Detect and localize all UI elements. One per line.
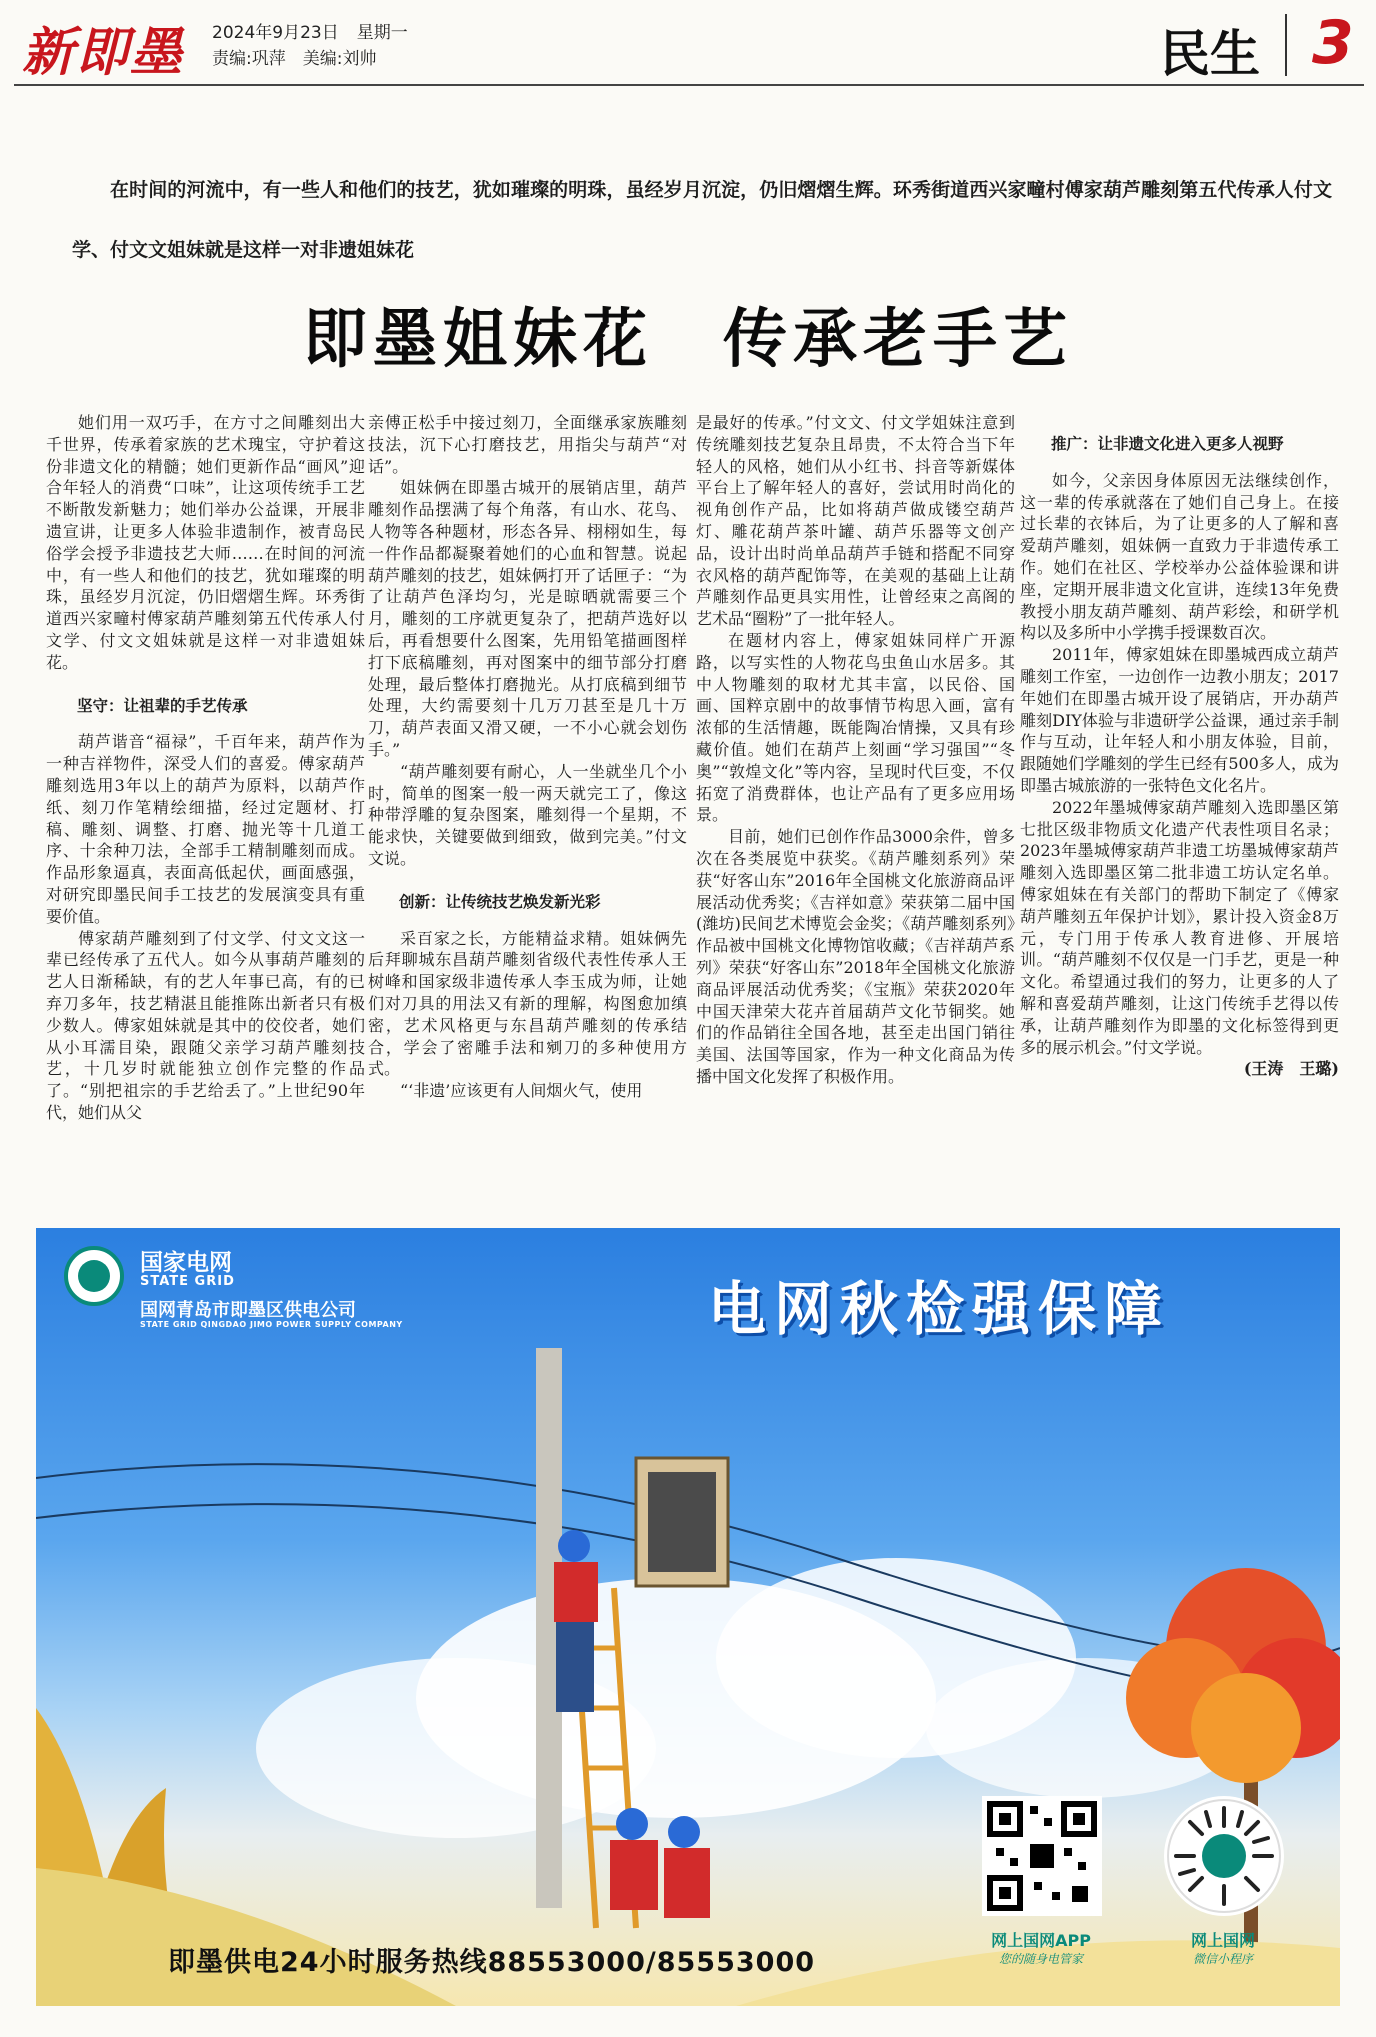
qr-app-subtitle: 您的随身电管家 (998, 1952, 1083, 1966)
company-name-cn: 国网青岛市即墨区供电公司 (140, 1300, 356, 1321)
paragraph: 采百家之长，方能精益求精。姐妹俩先后拜聊城东昌葫芦雕刻省级代表性传承人王树峰和国家级非遗传承人李玉成为师，让她们对刀具的用法又有新的理解，构图愈加缜密，艺术风格更与东昌葫芦雕刻的传承结合，学会了密雕手法和剜刀的多种使用方式。 (368, 928, 687, 1079)
ad-title: 电网秋检强保障 (708, 1275, 1171, 1343)
header-rule (14, 84, 1364, 86)
brand-name-cn: 国家电网 (140, 1250, 232, 1276)
qr-miniprogram-subtitle: 微信小程序 (1192, 1952, 1253, 1966)
article-column-1 (46, 412, 365, 1124)
newspaper-logo: 新即墨 (22, 22, 185, 83)
paragraph: “葫芦雕刻要有耐心，人一坐就坐几个小时，简单的图案一般一两天就完工了，像这种带浮雕的复杂图案，雕刻得一个星期，不能求快，关键要做到细致，做到完美。”付文文说。 (368, 761, 687, 868)
service-hotline: 即墨供电24小时服务热线88553000/85553000 (168, 1947, 816, 1978)
byline: (王涛 王璐) (1243, 1059, 1339, 1079)
paragraph: 傅家葫芦雕刻到了付文学、付文文这一辈已经传承了五代人。如今从事葫芦雕刻的艺人日渐稀缺，有的艺人年事已高，有的已弃刀多年，技艺精湛且能推陈出新者只有极少数人。傅家姐妹就是其中的佼佼者，她们从小耳濡目染，跟随父亲学习葫芦雕刻技艺，十几岁时就能独立创作完整的作品了。“别把祖宗的手艺给丢了。”上世纪90年代，她们从父 (46, 928, 365, 1122)
masthead-divider (1285, 14, 1287, 76)
issue-weekday: 星期一 (356, 23, 408, 43)
article-column-4 (1020, 412, 1339, 1080)
article-column-2 (368, 412, 687, 1102)
paragraph: 是最好的传承。”付文文、付文学姐妹注意到传统雕刻技艺复杂且昂贵，不太符合当下年轻人的风格，她们从小红书、抖音等新媒体平台上了解年轻人的喜好，尝试用时尚化的视角创作产品，比如将葫芦做成镂空葫芦灯、雕花葫芦茶叶罐、葫芦乐器等文创产品，设计出时尚单品葫芦手链和搭配不同穿衣风格的葫芦配饰等，在美观的基础上让葫芦雕刻作品更具实用性，让曾经束之高阁的艺术品“圈粉”了一批年轻人。 (696, 413, 1015, 629)
paragraph: 姐妹俩在即墨古城开的展销店里，葫芦雕刻作品摆满了每个角落，有山水、花鸟、人物等各种题材，形态各异、栩栩如生，每一件作品都凝聚着她们的心血和智慧。说起葫芦雕刻的技艺，姐妹俩打开了话匣子：“为了让葫芦色泽均匀，光是晾晒就需要三个月，雕刻的工序就更复杂了，把葫芦选好以后，再看想要什么图案，先用铅笔描画图样打下底稿雕刻，再对图案中的细节部分打磨处理，最后整体打磨抛光。从打底稿到细节处理，大约需要刻十几万刀甚至是几十万刀，葫芦表面又滑又硬，一不小心就会划伤手。” (368, 478, 687, 759)
company-name-en: STATE GRID QINGDAO JIMO POWER SUPPLY COMPANY (140, 1320, 403, 1329)
headline-part-2: 传承老手艺 (723, 303, 1073, 377)
app-qr-code-icon (982, 1796, 1102, 1916)
brand-name-en: STATE GRID (140, 1274, 235, 1289)
paragraph: 2022年墨城傅家葫芦雕刻入选即墨区第七批区级非物质文化遗产代表性项目名录；2023年墨城傅家葫芦非遗工坊墨城傅家葫芦雕刻入选即墨区第二批非遗工坊认定名单。傅家姐妹在有关部门的帮助下制定了《傅家葫芦雕刻五年保护计划》，累计投入资金8万元，专门用于传承人教育进修、开展培训。“葫芦雕刻不仅仅是一门手艺，更是一种文化。希望通过我们的努力，让更多的人了解和喜爱葫芦雕刻，让这门传统手艺得以传承，让葫芦雕刻作为即墨的文化标签得到更多的展示机会。”付文学说。 (1020, 797, 1339, 1057)
qr-app-label: 网上国网APP (991, 1931, 1091, 1950)
paragraph: 目前，她们已创作作品3000余件，曾多次在各类展览中获奖。《葫芦雕刻系列》荣获“好客山东”2016年全国桃文化旅游商品评展活动优秀奖；《吉祥如意》荣获第二届中国(潍坊)民间艺术博览会金奖；《葫芦雕刻系列》作品被中国桃文化博物馆收藏；《吉祥葫芦系列》荣获“好客山东”2018年全国桃文化旅游商品评展活动优秀奖；《宝瓶》荣获2020年中国天津荣大花卉首届葫芦文化节铜奖。她们的作品销往全国各地，甚至走出国门销往美国、法国等国家，作为一种文化商品为传播中国文化发挥了积极作用。 (696, 827, 1015, 1086)
paragraph: 亲傅正松手中接过刻刀，全面继承家族雕刻技法，沉下心打磨技艺，用指尖与葫芦“对话”。 (368, 413, 687, 476)
miniprogram-code-icon (1164, 1796, 1284, 1916)
state-grid-logo-icon (64, 1246, 124, 1306)
headline-part-1: 即墨姐妹花 (303, 303, 653, 377)
article-headline (0, 288, 1376, 380)
paragraph: 在题材内容上，傅家姐妹同样广开源路，以写实性的人物花鸟虫鱼山水居多。其中人物雕刻的取材尤其丰富，以民俗、国画、国粹京剧中的故事情节构思入画，富有浓郁的生活情趣，既能陶冶情操，又具有珍藏价值。她们在葫芦上刻画“学习强国”“冬奥”“敦煌文化”等内容，呈现时代巨变，不仅拓宽了消费群体，也让产品有了更多应用场景。 (696, 630, 1015, 825)
paragraph: 她们用一双巧手，在方寸之间雕刻出大千世界，传承着家族的艺术瑰宝，守护着这份非遗文化的精髓；她们更新作品“画风”迎合年轻人的消费“口味”，让这项传统手工艺不断散发新魅力；她们举办公益课，开展非遗宣讲，让更多人体验非遗制作，被青岛民俗学会授予非遗技艺大师……在时间的河流中，有一些人和他们的技艺，犹如璀璨的明珠，虽经岁月沉淀，仍旧熠熠生辉。环秀街道西兴家疃村傅家葫芦雕刻第五代传承人付文学、付文文姐妹就是这样一对非遗姐妹花。 (46, 413, 365, 672)
subheading: 创新：让传统技艺焕发新光彩 (399, 892, 601, 911)
subheading: 推广：让非遗文化进入更多人视野 (1051, 435, 1284, 453)
paragraph: 葫芦谐音“福禄”，千百年来，葫芦作为一种吉祥物件，深受人们的喜爱。傅家葫芦雕刻选用3年以上的葫芦为原料，以葫芦作纸、刻刀作笔精绘细描，经过定题材、打稿、雕刻、调整、打磨、抛光等十几道工序、十余种刀法，全部手工精制雕刻而成。作品形象逼真，表面高低起伏，画面感强，对研究即墨民间手工技艺的发展演变具有重要价值。 (46, 732, 365, 926)
subheading: 坚守：让祖辈的手艺传承 (77, 696, 248, 715)
issue-date: 2024年9月23日 (212, 23, 339, 43)
paragraph: 2011年，傅家姐妹在即墨城西成立葫芦雕刻工作室，一边创作一边教小朋友；2017年她们在即墨古城开设了展销店，开办葫芦雕刻DIY体验与非遗研学公益课，通过亲手制作与互动，让年轻人和小朋友体验，目前，跟随她们学雕刻的学生已经有500多人，成为即墨古城旅游的一张特色文化名片。 (1020, 645, 1339, 795)
page-number: 3 (1312, 8, 1354, 78)
masthead (0, 0, 1376, 84)
paragraph: “‘非遗’应该更有人间烟火气，使用 (400, 1081, 643, 1101)
paragraph: 如今，父亲因身体原因无法继续创作，这一辈的传承就落在了她们自己身上。在接过长辈的衣钵后，为了让更多的人了解和喜爱葫芦雕刻，姐妹俩一直致力于非遗传承工作。她们在社区、学校举办公益体验课和讲座，定期开展非遗文化宣讲，连续13年免费教授小朋友葫芦雕刻、葫芦彩绘，和研学机构以及多所中小学携手授课数百次。 (1020, 470, 1339, 643)
advertisement (36, 1228, 1340, 2006)
article-intro: 在时间的河流中，有一些人和他们的技艺，犹如璀璨的明珠，虽经岁月沉淀，仍旧熠熠生辉。环秀街道西兴家疃村傅家葫芦雕刻第五代传承人付文学、付文文姐妹就是这样一对非遗姐妹花 (72, 179, 1332, 261)
editors: 责编:巩萍 美编:刘帅 (212, 49, 377, 69)
article-column-3 (696, 412, 1015, 1088)
qr-miniprogram-label: 网上国网 (1190, 1931, 1255, 1950)
issue-meta (212, 20, 426, 72)
section-title: 民生 (1160, 25, 1260, 83)
